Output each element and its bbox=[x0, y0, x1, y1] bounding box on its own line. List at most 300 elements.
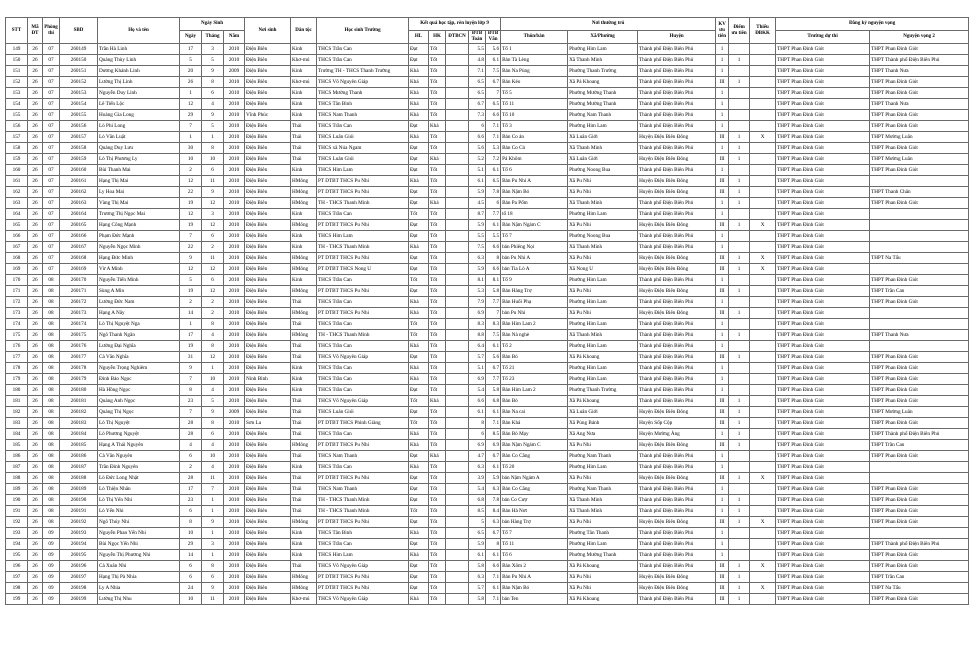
cell-nguyen-vong-2 bbox=[870, 473, 969, 484]
cell-truong-du-thi: THPT Phan Đình Giót bbox=[776, 286, 870, 297]
cell-diem-uu-tien: 1 bbox=[729, 253, 750, 264]
cell-truong-du-thi: THPT Phan Đình Giót bbox=[776, 594, 870, 605]
cell-ma-dt: 26 bbox=[28, 429, 43, 440]
cell-dtb-van: 6.7 bbox=[486, 77, 501, 88]
cell-dtb-van: 6.1 bbox=[486, 220, 501, 231]
cell-kv-uu-tien: 1 bbox=[716, 143, 729, 154]
cell-dtb-toan: 8.8 bbox=[469, 330, 486, 341]
cell-thieu-dbkk bbox=[750, 66, 776, 77]
cell-dtb-van: 7.1 bbox=[486, 594, 501, 605]
cell-phong-thi: 08 bbox=[43, 385, 60, 396]
cell-hl: Tốt bbox=[409, 275, 429, 286]
cell-hoc-sinh-truong: THCS Trần Can bbox=[317, 55, 409, 66]
cell-dtb-van: 6 bbox=[486, 198, 501, 209]
header-diem-uu-tien: Điểm ưu tiên bbox=[729, 18, 750, 44]
cell-sbd: 260189 bbox=[60, 484, 98, 495]
cell-dtbcn bbox=[446, 528, 469, 539]
cell-xa-phuong: Xã Thanh Minh bbox=[568, 143, 638, 154]
cell-ho-ten: Lò Văn Luật bbox=[98, 132, 180, 143]
cell-thang: 4 bbox=[202, 385, 224, 396]
table-row bbox=[6, 594, 969, 605]
cell-diem-uu-tien bbox=[729, 165, 750, 176]
cell-dtbcn bbox=[446, 418, 469, 429]
cell-nguyen-vong-2 bbox=[870, 319, 969, 330]
cell-ho-ten: Hoàng Gia Long bbox=[98, 110, 180, 121]
cell-dan-toc: Thái bbox=[291, 121, 317, 132]
cell-huyen: Thành phố Điện Biên Phủ bbox=[638, 297, 716, 308]
cell-thang: 10 bbox=[202, 451, 224, 462]
cell-truong-du-thi: THPT Phan Đình Giót bbox=[776, 132, 870, 143]
cell-stt: 160 bbox=[6, 165, 28, 176]
cell-truong-du-thi: THPT Phan Đình Giót bbox=[776, 275, 870, 286]
cell-ho-ten: Quàng Thị Ngọc bbox=[98, 407, 180, 418]
cell-noi-sinh: Sơn La bbox=[245, 418, 291, 429]
cell-stt: 193 bbox=[6, 528, 28, 539]
cell-ngay: 28 bbox=[180, 429, 202, 440]
cell-hl: Khá bbox=[409, 528, 429, 539]
cell-stt: 174 bbox=[6, 319, 28, 330]
cell-huyen: Thành phố Điện Biên Phủ bbox=[638, 506, 716, 517]
cell-thang: 6 bbox=[202, 429, 224, 440]
cell-ma-dt: 26 bbox=[28, 143, 43, 154]
cell-dan-toc: Thái bbox=[291, 154, 317, 165]
header-hoc-sinh-truong: Học sinh Trường bbox=[317, 18, 409, 44]
cell-nam: 2010 bbox=[224, 253, 245, 264]
cell-ngay: 10 bbox=[180, 594, 202, 605]
cell-hk: Tốt bbox=[429, 165, 446, 176]
cell-dtb-toan: 8.7 bbox=[469, 209, 486, 220]
cell-dan-toc: Thái bbox=[291, 495, 317, 506]
table-row bbox=[6, 176, 969, 187]
cell-ngay: 10 bbox=[180, 528, 202, 539]
cell-truong-du-thi: THPT Phan Đình Giót bbox=[776, 495, 870, 506]
cell-huyen: Thành phố Điện Biên Phủ bbox=[638, 88, 716, 99]
cell-hl: Đạt bbox=[409, 253, 429, 264]
cell-nam: 2010 bbox=[224, 286, 245, 297]
cell-noi-sinh: Điện Biên bbox=[245, 77, 291, 88]
cell-xa-phuong: Xã Luân Giới bbox=[568, 154, 638, 165]
cell-thon-ban: Bản Huổi Phạ bbox=[501, 297, 568, 308]
cell-nguyen-vong-2: THPT Phan Đình Giót bbox=[870, 275, 969, 286]
cell-diem-uu-tien bbox=[729, 110, 750, 121]
cell-thon-ban: Tổ 7 bbox=[501, 231, 568, 242]
cell-ho-ten: Hạng Đức Minh bbox=[98, 253, 180, 264]
cell-ho-ten: Sùng A Mìn bbox=[98, 286, 180, 297]
cell-dtb-van: 6.3 bbox=[486, 484, 501, 495]
cell-dtb-van: 6.6 bbox=[486, 561, 501, 572]
table-row bbox=[6, 352, 969, 363]
cell-xa-phuong: Xã Pu Nhi bbox=[568, 583, 638, 594]
cell-truong-du-thi: THPT Phan Đình Giót bbox=[776, 99, 870, 110]
cell-dan-toc: Kinh bbox=[291, 275, 317, 286]
cell-dtbcn bbox=[446, 154, 469, 165]
cell-nguyen-vong-2: THPT Phan Đình Giót bbox=[870, 550, 969, 561]
table-row bbox=[6, 429, 969, 440]
header-thieu-dbkk: Thiểu ĐBKK bbox=[750, 18, 776, 44]
cell-thon-ban: Bản Pa Pốm bbox=[501, 198, 568, 209]
cell-stt: 157 bbox=[6, 132, 28, 143]
cell-ho-ten: Hạng Công Mạnh bbox=[98, 220, 180, 231]
cell-sbd: 260186 bbox=[60, 451, 98, 462]
cell-ho-ten: Ly A Nhìa bbox=[98, 583, 180, 594]
cell-huyen: Huyện Điện Biên Đông bbox=[638, 132, 716, 143]
cell-truong-du-thi: THPT Phan Đình Giót bbox=[776, 363, 870, 374]
cell-thon-ban: Bản Co ản bbox=[501, 132, 568, 143]
cell-diem-uu-tien bbox=[729, 341, 750, 352]
cell-huyen: Thành phố Điện Biên Phủ bbox=[638, 341, 716, 352]
cell-nam: 2010 bbox=[224, 517, 245, 528]
cell-dtbcn bbox=[446, 583, 469, 594]
cell-hoc-sinh-truong: THCS Trần Can bbox=[317, 209, 409, 220]
cell-thang: 2 bbox=[202, 297, 224, 308]
cell-ma-dt: 26 bbox=[28, 187, 43, 198]
cell-sbd: 260153 bbox=[60, 88, 98, 99]
cell-thon-ban: Bản Co Căng bbox=[501, 451, 568, 462]
cell-ngay: 7 bbox=[180, 121, 202, 132]
cell-dtb-toan: 5.7 bbox=[469, 352, 486, 363]
cell-thang: 9 bbox=[202, 110, 224, 121]
cell-ma-dt: 26 bbox=[28, 275, 43, 286]
cell-thon-ban: Bản Nậm Bó bbox=[501, 187, 568, 198]
cell-thieu-dbkk: X bbox=[750, 473, 776, 484]
cell-kv-uu-tien: 1 bbox=[716, 165, 729, 176]
cell-huyen: Huyện Điện Biên Đông bbox=[638, 517, 716, 528]
cell-dtb-toan: 6 bbox=[469, 429, 486, 440]
cell-thieu-dbkk bbox=[750, 165, 776, 176]
cell-nam: 2010 bbox=[224, 165, 245, 176]
cell-dtb-van: 7.2 bbox=[486, 154, 501, 165]
cell-dtb-toan: 4.8 bbox=[469, 55, 486, 66]
cell-nguyen-vong-2: THPT Phan Đình Giót bbox=[870, 385, 969, 396]
cell-diem-uu-tien: 1 bbox=[729, 418, 750, 429]
cell-ngay: 23 bbox=[180, 495, 202, 506]
cell-sbd: 260163 bbox=[60, 198, 98, 209]
cell-dtbcn bbox=[446, 253, 469, 264]
cell-diem-uu-tien bbox=[729, 528, 750, 539]
cell-hoc-sinh-truong: TH - THCS Thanh Minh bbox=[317, 506, 409, 517]
cell-diem-uu-tien bbox=[729, 44, 750, 55]
cell-dtb-toan: 6.1 bbox=[469, 176, 486, 187]
cell-hl: Tốt bbox=[409, 209, 429, 220]
cell-dtb-toan: 8.1 bbox=[469, 275, 486, 286]
cell-thang: 12 bbox=[202, 220, 224, 231]
cell-hk: Tốt bbox=[429, 572, 446, 583]
cell-thieu-dbkk bbox=[750, 407, 776, 418]
cell-truong-du-thi: THPT Phan Đình Giót bbox=[776, 187, 870, 198]
cell-truong-du-thi: THPT Phan Đình Giót bbox=[776, 506, 870, 517]
cell-dtb-toan: 6.8 bbox=[469, 495, 486, 506]
cell-stt: 165 bbox=[6, 220, 28, 231]
cell-dtbcn bbox=[446, 451, 469, 462]
cell-ma-dt: 26 bbox=[28, 462, 43, 473]
cell-ho-ten: Lò Thị Yến Nhi bbox=[98, 495, 180, 506]
cell-dtb-toan: 5.1 bbox=[469, 165, 486, 176]
cell-noi-sinh: Điện Biên bbox=[245, 176, 291, 187]
cell-kv-uu-tien: III bbox=[716, 583, 729, 594]
cell-hl: Đạt bbox=[409, 286, 429, 297]
cell-sbd: 260193 bbox=[60, 528, 98, 539]
cell-nam: 2010 bbox=[224, 110, 245, 121]
cell-diem-uu-tien bbox=[729, 275, 750, 286]
cell-noi-sinh: Điện Biên bbox=[245, 198, 291, 209]
cell-huyen: Thành phố Điện Biên Phủ bbox=[638, 495, 716, 506]
cell-hoc-sinh-truong: THCS Trần Can bbox=[317, 121, 409, 132]
cell-ma-dt: 26 bbox=[28, 506, 43, 517]
cell-nam: 2010 bbox=[224, 451, 245, 462]
cell-ma-dt: 26 bbox=[28, 132, 43, 143]
cell-truong-du-thi: THPT Phan Đình Giót bbox=[776, 121, 870, 132]
cell-hoc-sinh-truong: PT DTBT THCS Pu Nhi bbox=[317, 176, 409, 187]
cell-nam: 2010 bbox=[224, 55, 245, 66]
table-row bbox=[6, 374, 969, 385]
cell-dtb-toan: 5 bbox=[469, 517, 486, 528]
cell-dtb-toan: 5.6 bbox=[469, 143, 486, 154]
cell-thon-ban: bản Pu Nhi A bbox=[501, 253, 568, 264]
cell-huyen: Thành phố Điện Biên Phủ bbox=[638, 275, 716, 286]
cell-nguyen-vong-2: THPT Na Tấu bbox=[870, 583, 969, 594]
cell-ngay: 12 bbox=[180, 264, 202, 275]
header-thon-ban: Thôn/bản bbox=[501, 31, 568, 44]
cell-nam: 2010 bbox=[224, 440, 245, 451]
cell-dtbcn bbox=[446, 121, 469, 132]
cell-dan-toc: HMông bbox=[291, 253, 317, 264]
cell-truong-du-thi: THPT Phan Đình Giót bbox=[776, 440, 870, 451]
cell-nam: 2010 bbox=[224, 88, 245, 99]
cell-sbd: 260177 bbox=[60, 352, 98, 363]
cell-hoc-sinh-truong: PT DTBT THCS Pu Nhi bbox=[317, 572, 409, 583]
cell-thang: 8 bbox=[202, 143, 224, 154]
cell-ngay: 17 bbox=[180, 330, 202, 341]
cell-thon-ban: bản Pu Nhi bbox=[501, 308, 568, 319]
cell-hoc-sinh-truong: TH - THCS Thanh Minh bbox=[317, 495, 409, 506]
cell-thang: 5 bbox=[202, 121, 224, 132]
cell-ngay: 22 bbox=[180, 242, 202, 253]
cell-dtbcn bbox=[446, 55, 469, 66]
cell-thieu-dbkk bbox=[750, 363, 776, 374]
cell-thieu-dbkk bbox=[750, 495, 776, 506]
cell-dtb-toan: 5.8 bbox=[469, 561, 486, 572]
cell-ma-dt: 26 bbox=[28, 88, 43, 99]
cell-thang: 3 bbox=[202, 209, 224, 220]
cell-truong-du-thi: THPT Phan Đình Giót bbox=[776, 462, 870, 473]
cell-ho-ten: Hạng A Thái Nguyên bbox=[98, 440, 180, 451]
table-row bbox=[6, 77, 969, 88]
cell-dan-toc: HMông bbox=[291, 517, 317, 528]
cell-hl: Tốt bbox=[409, 319, 429, 330]
cell-kv-uu-tien: III bbox=[716, 253, 729, 264]
cell-nguyen-vong-2: THPT Phan Đình Giót bbox=[870, 418, 969, 429]
cell-xa-phuong: Phường Nam Thanh bbox=[568, 451, 638, 462]
cell-hoc-sinh-truong: THCS Võ Nguyên Giáp bbox=[317, 561, 409, 572]
cell-kv-uu-tien: III bbox=[716, 176, 729, 187]
cell-thang: 3 bbox=[202, 44, 224, 55]
cell-hl: Đạt bbox=[409, 484, 429, 495]
cell-noi-sinh: Điện Biên bbox=[245, 561, 291, 572]
cell-dtb-van: 5.5 bbox=[486, 231, 501, 242]
cell-sbd: 260191 bbox=[60, 506, 98, 517]
cell-nguyen-vong-2: THPT Phan Đình Giót bbox=[870, 44, 969, 55]
cell-ho-ten: Bùi Thanh Mai bbox=[98, 165, 180, 176]
cell-noi-sinh: Điện Biên bbox=[245, 572, 291, 583]
cell-dtbcn bbox=[446, 561, 469, 572]
cell-nguyen-vong-2 bbox=[870, 264, 969, 275]
cell-hl: Đạt bbox=[409, 561, 429, 572]
cell-dtb-van: 7.5 bbox=[486, 66, 501, 77]
cell-hl: Khá bbox=[409, 341, 429, 352]
cell-dan-toc: Kinh bbox=[291, 110, 317, 121]
cell-stt: 195 bbox=[6, 550, 28, 561]
cell-noi-sinh: Điện Biên bbox=[245, 286, 291, 297]
cell-huyen: Huyện Sốp Cộp bbox=[638, 418, 716, 429]
cell-dtbcn bbox=[446, 352, 469, 363]
cell-dtbcn bbox=[446, 165, 469, 176]
cell-phong-thi: 07 bbox=[43, 99, 60, 110]
cell-dan-toc: Thái bbox=[291, 297, 317, 308]
cell-thang: 1 bbox=[202, 132, 224, 143]
cell-nguyen-vong-2: THPT Phan Đình Giót bbox=[870, 484, 969, 495]
cell-dan-toc: Kinh bbox=[291, 385, 317, 396]
cell-xa-phuong: Phường Him Lam bbox=[568, 319, 638, 330]
cell-diem-uu-tien: 1 bbox=[729, 407, 750, 418]
cell-thang: 8 bbox=[202, 341, 224, 352]
cell-nam: 2010 bbox=[224, 594, 245, 605]
cell-ma-dt: 26 bbox=[28, 440, 43, 451]
cell-dan-toc: Thái bbox=[291, 473, 317, 484]
cell-hoc-sinh-truong: PT DTBT THCS Pu Nhi bbox=[317, 308, 409, 319]
cell-thon-ban: bản Hàng Trợ bbox=[501, 517, 568, 528]
cell-stt: 170 bbox=[6, 275, 28, 286]
cell-kv-uu-tien: 1 bbox=[716, 495, 729, 506]
cell-phong-thi: 07 bbox=[43, 264, 60, 275]
cell-nam: 2010 bbox=[224, 396, 245, 407]
cell-stt: 177 bbox=[6, 352, 28, 363]
cell-kv-uu-tien: 1 bbox=[716, 275, 729, 286]
cell-thieu-dbkk bbox=[750, 506, 776, 517]
header-stt: STT bbox=[6, 18, 28, 44]
cell-thang: 9 bbox=[202, 187, 224, 198]
cell-kv-uu-tien: III bbox=[716, 594, 729, 605]
cell-dtb-toan: 6.3 bbox=[469, 462, 486, 473]
cell-dan-toc: Khơ-mú bbox=[291, 77, 317, 88]
cell-hl: Tốt bbox=[409, 330, 429, 341]
cell-hk: Tốt bbox=[429, 550, 446, 561]
cell-dtb-toan: 5.9 bbox=[469, 264, 486, 275]
cell-huyen: Thành phố Điện Biên Phủ bbox=[638, 451, 716, 462]
cell-dtb-van: 6.7 bbox=[486, 528, 501, 539]
cell-hk: Tốt bbox=[429, 55, 446, 66]
cell-kv-uu-tien: III bbox=[716, 396, 729, 407]
cell-truong-du-thi: THPT Phan Đình Giót bbox=[776, 308, 870, 319]
cell-hoc-sinh-truong: PT DTBT THCS Pu Nhi bbox=[317, 220, 409, 231]
cell-stt: 159 bbox=[6, 154, 28, 165]
cell-noi-sinh: Vĩnh Phúc bbox=[245, 110, 291, 121]
cell-hk: Tốt bbox=[429, 77, 446, 88]
cell-thieu-dbkk: X bbox=[750, 264, 776, 275]
cell-diem-uu-tien: 1 bbox=[729, 517, 750, 528]
header-dtbcn: ĐTBCN bbox=[446, 31, 469, 44]
cell-thon-ban: Bản Na cai bbox=[501, 407, 568, 418]
cell-phong-thi: 08 bbox=[43, 429, 60, 440]
cell-nam: 2010 bbox=[224, 330, 245, 341]
cell-ma-dt: 26 bbox=[28, 198, 43, 209]
cell-thon-ban: bản Co Cượ bbox=[501, 495, 568, 506]
cell-hl: Đạt bbox=[409, 495, 429, 506]
cell-thon-ban: Bản Na Pùng bbox=[501, 66, 568, 77]
cell-dan-toc: Thái bbox=[291, 418, 317, 429]
cell-dtbcn bbox=[446, 517, 469, 528]
cell-xa-phuong: Xã Pu Nhi bbox=[568, 286, 638, 297]
cell-thieu-dbkk bbox=[750, 121, 776, 132]
cell-truong-du-thi: THPT Phan Đình Giót bbox=[776, 55, 870, 66]
cell-dtb-van: 8.1 bbox=[486, 275, 501, 286]
cell-huyen: Huyện Điện Biên Đông bbox=[638, 407, 716, 418]
cell-ngay: 31 bbox=[180, 352, 202, 363]
cell-ngay: 6 bbox=[180, 561, 202, 572]
cell-nam: 2010 bbox=[224, 209, 245, 220]
cell-diem-uu-tien bbox=[729, 242, 750, 253]
cell-nam: 2010 bbox=[224, 495, 245, 506]
cell-diem-uu-tien: 1 bbox=[729, 429, 750, 440]
cell-diem-uu-tien: 1 bbox=[729, 220, 750, 231]
cell-ho-ten: Nguyễn Ngọc Minh bbox=[98, 242, 180, 253]
cell-huyen: Huyện Mường Ảng bbox=[638, 429, 716, 440]
cell-nam: 2010 bbox=[224, 275, 245, 286]
cell-xa-phuong: Phường Him Lam bbox=[568, 275, 638, 286]
cell-ho-ten: Quàng Duy Lưu bbox=[98, 143, 180, 154]
cell-phong-thi: 08 bbox=[43, 297, 60, 308]
cell-ho-ten: Lường Thị Nhu bbox=[98, 594, 180, 605]
cell-huyen: Thành phố Điện Biên Phủ bbox=[638, 121, 716, 132]
cell-dtbcn bbox=[446, 550, 469, 561]
cell-phong-thi: 07 bbox=[43, 209, 60, 220]
cell-phong-thi: 09 bbox=[43, 561, 60, 572]
cell-nam: 2010 bbox=[224, 143, 245, 154]
table-row bbox=[6, 264, 969, 275]
cell-ngay: 19 bbox=[180, 198, 202, 209]
cell-hk: Khá bbox=[429, 154, 446, 165]
cell-ngay: 1 bbox=[180, 132, 202, 143]
cell-nam: 2010 bbox=[224, 132, 245, 143]
table-row bbox=[6, 253, 969, 264]
cell-thieu-dbkk bbox=[750, 341, 776, 352]
cell-nguyen-vong-2: THPT Mường Luân bbox=[870, 132, 969, 143]
cell-dtb-toan: 5.4 bbox=[469, 484, 486, 495]
cell-thang: 8 bbox=[202, 561, 224, 572]
cell-xa-phuong: Xã Pá Khoang bbox=[568, 561, 638, 572]
header-phong-thi: Phòng thi bbox=[43, 18, 60, 44]
cell-kv-uu-tien: 1 bbox=[716, 209, 729, 220]
cell-dtb-toan: 5.9 bbox=[469, 539, 486, 550]
cell-phong-thi: 07 bbox=[43, 55, 60, 66]
table-body bbox=[6, 44, 969, 605]
cell-huyen: Huyện Điện Biên Đông bbox=[638, 154, 716, 165]
cell-noi-sinh: Điện Biên bbox=[245, 88, 291, 99]
cell-truong-du-thi: THPT Phan Đình Giót bbox=[776, 330, 870, 341]
cell-sbd: 260168 bbox=[60, 253, 98, 264]
cell-dtb-van: 7 bbox=[486, 88, 501, 99]
cell-dtbcn bbox=[446, 264, 469, 275]
cell-stt: 171 bbox=[6, 286, 28, 297]
cell-sbd: 260167 bbox=[60, 242, 98, 253]
cell-truong-du-thi: THPT Phan Đình Giót bbox=[776, 242, 870, 253]
cell-nam: 2010 bbox=[224, 385, 245, 396]
cell-ma-dt: 26 bbox=[28, 286, 43, 297]
cell-hoc-sinh-truong: THCS Luân Giói bbox=[317, 407, 409, 418]
cell-ho-ten: Lường Thị Linh bbox=[98, 77, 180, 88]
cell-truong-du-thi: THPT Phan Đình Giót bbox=[776, 418, 870, 429]
cell-sbd: 260166 bbox=[60, 231, 98, 242]
cell-diem-uu-tien: 1 bbox=[729, 473, 750, 484]
